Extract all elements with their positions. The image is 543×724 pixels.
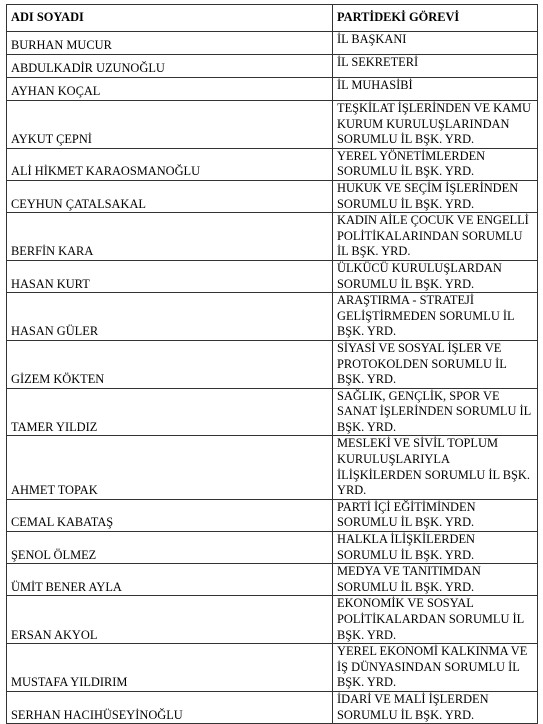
table-row — [7, 101, 538, 149]
member-name-cell: AYHAN KOÇAL — [7, 78, 333, 101]
member-name-cell: SERHAN HACIHÜSEYİNOĞLU — [7, 691, 333, 723]
member-name-cell: AYKUT ÇEPNİ — [7, 101, 333, 149]
member-role-cell: İDARİ VE MALİ İŞLERDEN SORUMLU İL BŞK. YRD. — [333, 691, 538, 723]
document-page — [6, 4, 538, 724]
table-row — [7, 32, 538, 55]
member-name-cell: ALİ HİKMET KARAOSMANOĞLU — [7, 148, 333, 180]
table-header-row — [7, 5, 538, 32]
member-name-cell: ŞENOL ÖLMEZ — [7, 532, 333, 564]
member-role-cell: HUKUK VE SEÇİM İŞLERİNDEN SORUMLU İL BŞK. YRD. — [333, 180, 538, 212]
table-row — [7, 55, 538, 78]
table-row — [7, 499, 538, 531]
member-name-cell: TAMER YILDIZ — [7, 388, 333, 436]
member-role-cell: PARTİ İÇİ EĞİTİMİNDEN SORUMLU İL BŞK. YRD. — [333, 499, 538, 531]
table-body — [7, 32, 538, 724]
table-row — [7, 180, 538, 212]
member-role-cell: YEREL YÖNETİMLERDEN SORUMLU İL BŞK. YRD. — [333, 148, 538, 180]
table-row — [7, 148, 538, 180]
table-row — [7, 340, 538, 388]
member-name-cell: HASAN GÜLER — [7, 293, 333, 341]
member-role-cell: SİYASİ VE SOSYAL İŞLER VE PROTOKOLDEN SORUMLU İL BŞK. YRD. — [333, 340, 538, 388]
table-row — [7, 213, 538, 261]
table-row — [7, 260, 538, 292]
table-row — [7, 78, 538, 101]
member-name-cell: CEMAL KABATAŞ — [7, 499, 333, 531]
member-name-cell: GİZEM KÖKTEN — [7, 340, 333, 388]
table-row — [7, 691, 538, 723]
member-role-cell: MEDYA VE TANITIMDAN SORUMLU İL BŞK. YRD. — [333, 564, 538, 596]
member-role-cell: TEŞKİLAT İŞLERİNDEN VE KAMU KURUM KURULUŞLARINDAN SORUMLU İL BŞK. YRD. — [333, 101, 538, 149]
member-name-cell: ERSAN AKYOL — [7, 596, 333, 644]
table-row — [7, 388, 538, 436]
table-row — [7, 293, 538, 341]
member-name-cell: ABDULKADİR UZUNOĞLU — [7, 55, 333, 78]
column-header-name: ADI SOYADI — [7, 5, 333, 32]
member-role-cell: MESLEKİ VE SİVİL TOPLUM KURULUŞLARIYLA İLİŞKİLERDEN SORUMLU İL BŞK. YRD. — [333, 436, 538, 499]
table-row — [7, 564, 538, 596]
member-role-cell: YEREL EKONOMİ KALKINMA VE İŞ DÜNYASINDAN SORUMLU İL BŞK. YRD. — [333, 644, 538, 692]
member-role-cell: İL MUHASİBİ — [333, 78, 538, 101]
column-header-role: PARTİDEKİ GÖREVİ — [333, 5, 538, 32]
member-name-cell: AHMET TOPAK — [7, 436, 333, 499]
member-name-cell: MUSTAFA YILDIRIM — [7, 644, 333, 692]
member-name-cell: CEYHUN ÇATALSAKAL — [7, 180, 333, 212]
member-role-cell: ARAŞTIRMA - STRATEJİ GELİŞTİRMEDEN SORUMLU İL BŞK. YRD. — [333, 293, 538, 341]
member-role-cell: İL SEKRETERİ — [333, 55, 538, 78]
member-name-cell: BERFİN KARA — [7, 213, 333, 261]
table-row — [7, 532, 538, 564]
member-role-cell: EKONOMİK VE SOSYAL POLİTİKALARDAN SORUMLU İL BŞK. YRD. — [333, 596, 538, 644]
table-row — [7, 644, 538, 692]
member-name-cell: HASAN KURT — [7, 260, 333, 292]
member-role-cell: HALKLA İLİŞKİLERDEN SORUMLU İL BŞK. YRD. — [333, 532, 538, 564]
table-row — [7, 436, 538, 499]
table-row — [7, 596, 538, 644]
member-name-cell: ÜMİT BENER AYLA — [7, 564, 333, 596]
member-role-cell: SAĞLIK, GENÇLİK, SPOR VE SANAT İŞLERİNDEN SORUMLU İL BŞK. YRD. — [333, 388, 538, 436]
member-role-cell: ÜLKÜCÜ KURULUŞLARDAN SORUMLU İL BŞK. YRD. — [333, 260, 538, 292]
member-name-cell: BURHAN MUCUR — [7, 32, 333, 55]
member-role-cell: KADIN AİLE ÇOCUK VE ENGELLİ POLİTİKALARINDAN SORUMLU İL BŞK. YRD. — [333, 213, 538, 261]
member-role-cell: İL BAŞKANI — [333, 32, 538, 55]
roles-table — [6, 4, 538, 724]
